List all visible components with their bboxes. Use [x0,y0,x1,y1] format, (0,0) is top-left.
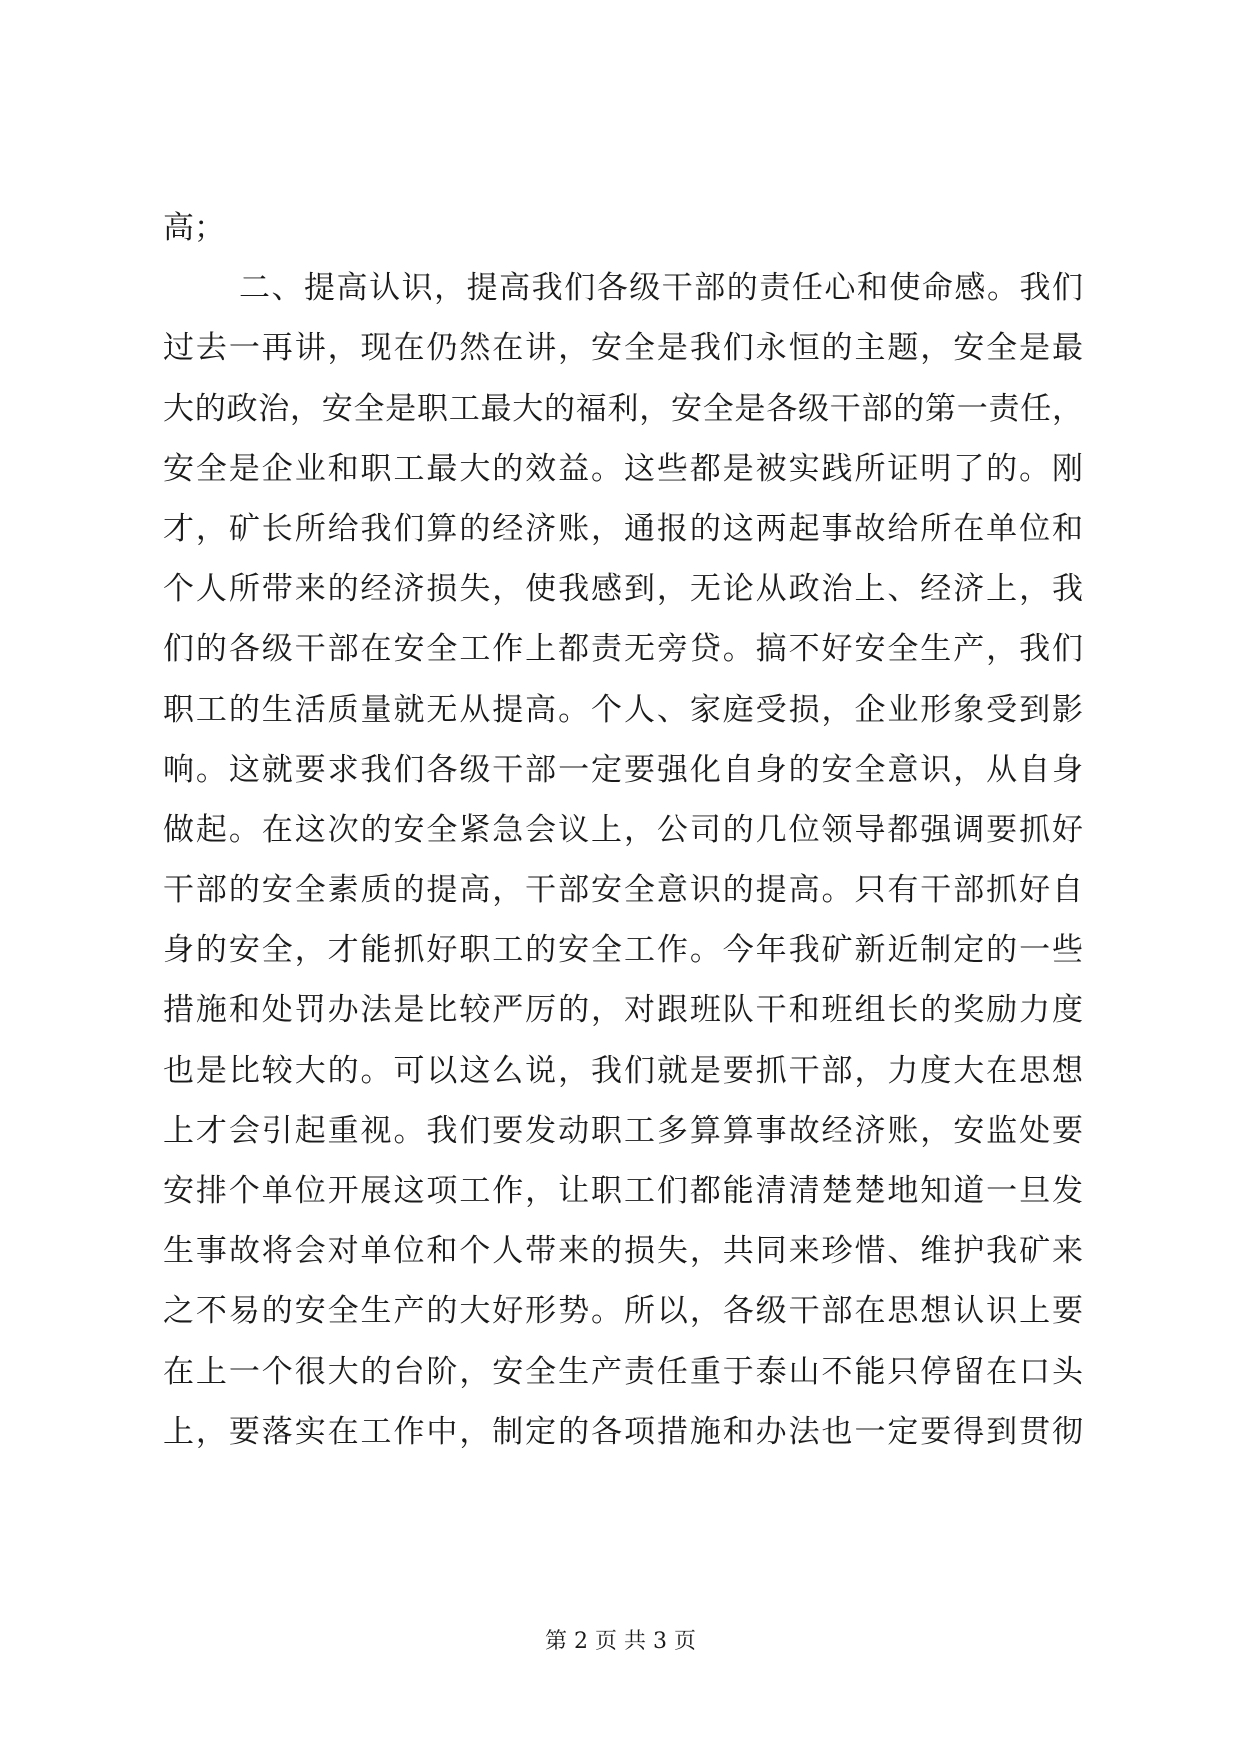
text-line: 在上一个很大的台阶，安全生产责任重于泰山不能只停留在口头 [163,1353,1083,1390]
text-line: 二、提高认识，提高我们各级干部的责任心和使命感。我们 [239,270,1083,307]
text-line: 上才会引起重视。我们要发动职工多算算事故经济账，安监处要 [163,1112,1083,1149]
text-line: 安排个单位开展这项工作，让职工们都能清清楚楚地知道一旦发 [163,1173,1083,1209]
text-line: 才，矿长所给我们算的经济账，通报的这两起事故给所在单位和 [163,510,1083,547]
text-line: 安全是企业和职工最大的效益。这些都是被实践所证明了的。刚 [163,450,1083,487]
text-line: 大的政治，安全是职工最大的福利，安全是各级干部的第一责任， [163,390,1083,427]
text-line: 身的安全，才能抓好职工的安全工作。今年我矿新近制定的一些 [163,932,1083,969]
text-line: 之不易的安全生产的大好形势。所以，各级干部在思想认识上要 [163,1293,1083,1330]
text-line: 高； [163,210,225,246]
text-line: 过去一再讲，现在仍然在讲，安全是我们永恒的主题，安全是最 [163,330,1083,367]
text-line: 也是比较大的。可以这么说，我们就是要抓干部，力度大在思想 [163,1052,1083,1089]
text-line: 个人所带来的经济损失，使我感到，无论从政治上、经济上，我 [163,571,1083,608]
text-line: 上，要落实在工作中，制定的各项措施和办法也一定要得到贯彻 [163,1413,1083,1450]
body-text [163,198,1083,1462]
text-line: 生事故将会对单位和个人带来的损失，共同来珍惜、维护我矿来 [163,1233,1083,1270]
text-line: 们的各级干部在安全工作上都责无旁贷。搞不好安全生产，我们 [163,631,1083,668]
text-line: 职工的生活质量就无从提高。个人、家庭受损，企业形象受到影 [163,691,1083,728]
text-line: 响。这就要求我们各级干部一定要强化自身的安全意识，从自身 [163,751,1083,788]
text-line: 措施和处罚办法是比较严厉的，对跟班队干和班组长的奖励力度 [163,992,1083,1029]
text-line: 干部的安全素质的提高，干部安全意识的提高。只有干部抓好自 [163,872,1083,909]
text-line: 做起。在这次的安全紧急会议上，公司的几位领导都强调要抓好 [163,811,1083,848]
page-footer: 第 2 页 共 3 页 [545,1629,696,1654]
